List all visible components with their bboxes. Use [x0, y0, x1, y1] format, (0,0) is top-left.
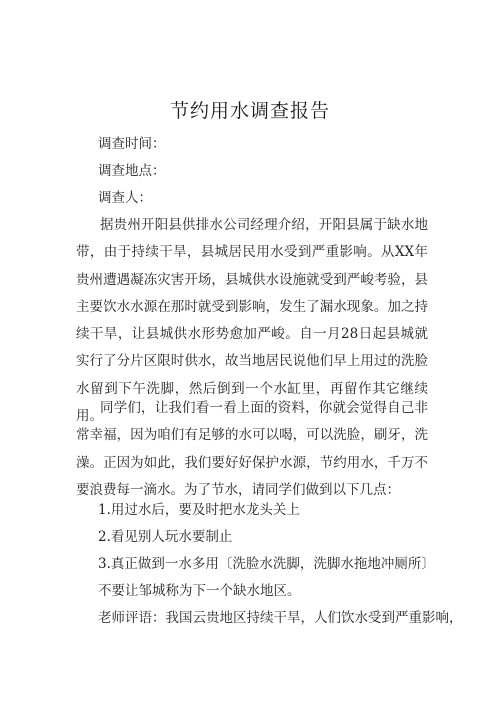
list-item-1: 1.用过水后，要及时把水龙头关上: [98, 502, 300, 518]
survey-time-label: 调查时间：: [98, 136, 166, 152]
survey-place-label: 调查地点：: [98, 163, 166, 179]
teacher-comment: 老师评语：我国云贵地区持续干旱，人们饮水受到严重影响，: [98, 610, 463, 626]
list-item-3: 3.真正做到一水多用〔洗脸水洗脚，洗脚水拖地冲厕所〕: [98, 556, 435, 572]
paragraph-appeal: 同学们，让我们看一看上面的资料，你就会觉得自己非常幸福，因为咱们有足够的水可以喝，可以洗脸，刷牙，洗澡。正因为如此，我们要好好保护水源，节约用水，千万不要浪费每一滴水。为了节水，请同学们做到以下几点：: [76, 400, 428, 498]
closing-line: 不要让邹城称为下一个缺水地区。: [98, 583, 301, 599]
list-item-2: 2.看见别人玩水要制止: [98, 529, 233, 545]
document-title: 节约用水调查报告: [169, 100, 330, 122]
paragraph-background: 据贵州开阳县供排水公司经理介绍，开阳县属于缺水地带，由于持续干旱，县城居民用水受到严重影响。从XX年贵州遭遇凝冻灾害开场，县城供水设施就受到严峻考验，县主要饮水水源在那时就受到影响，发生了漏水现象。加之持续干旱，让县城供水形势愈加严峻。自一月28日起县城就实行了分片区限时供水，故当地居民说他们早上用过的洗脸水留到下午洗脚，然后倒到一个水缸里，再留作其它继续用。: [76, 217, 428, 425]
surveyor-label: 调查人：: [98, 190, 152, 206]
